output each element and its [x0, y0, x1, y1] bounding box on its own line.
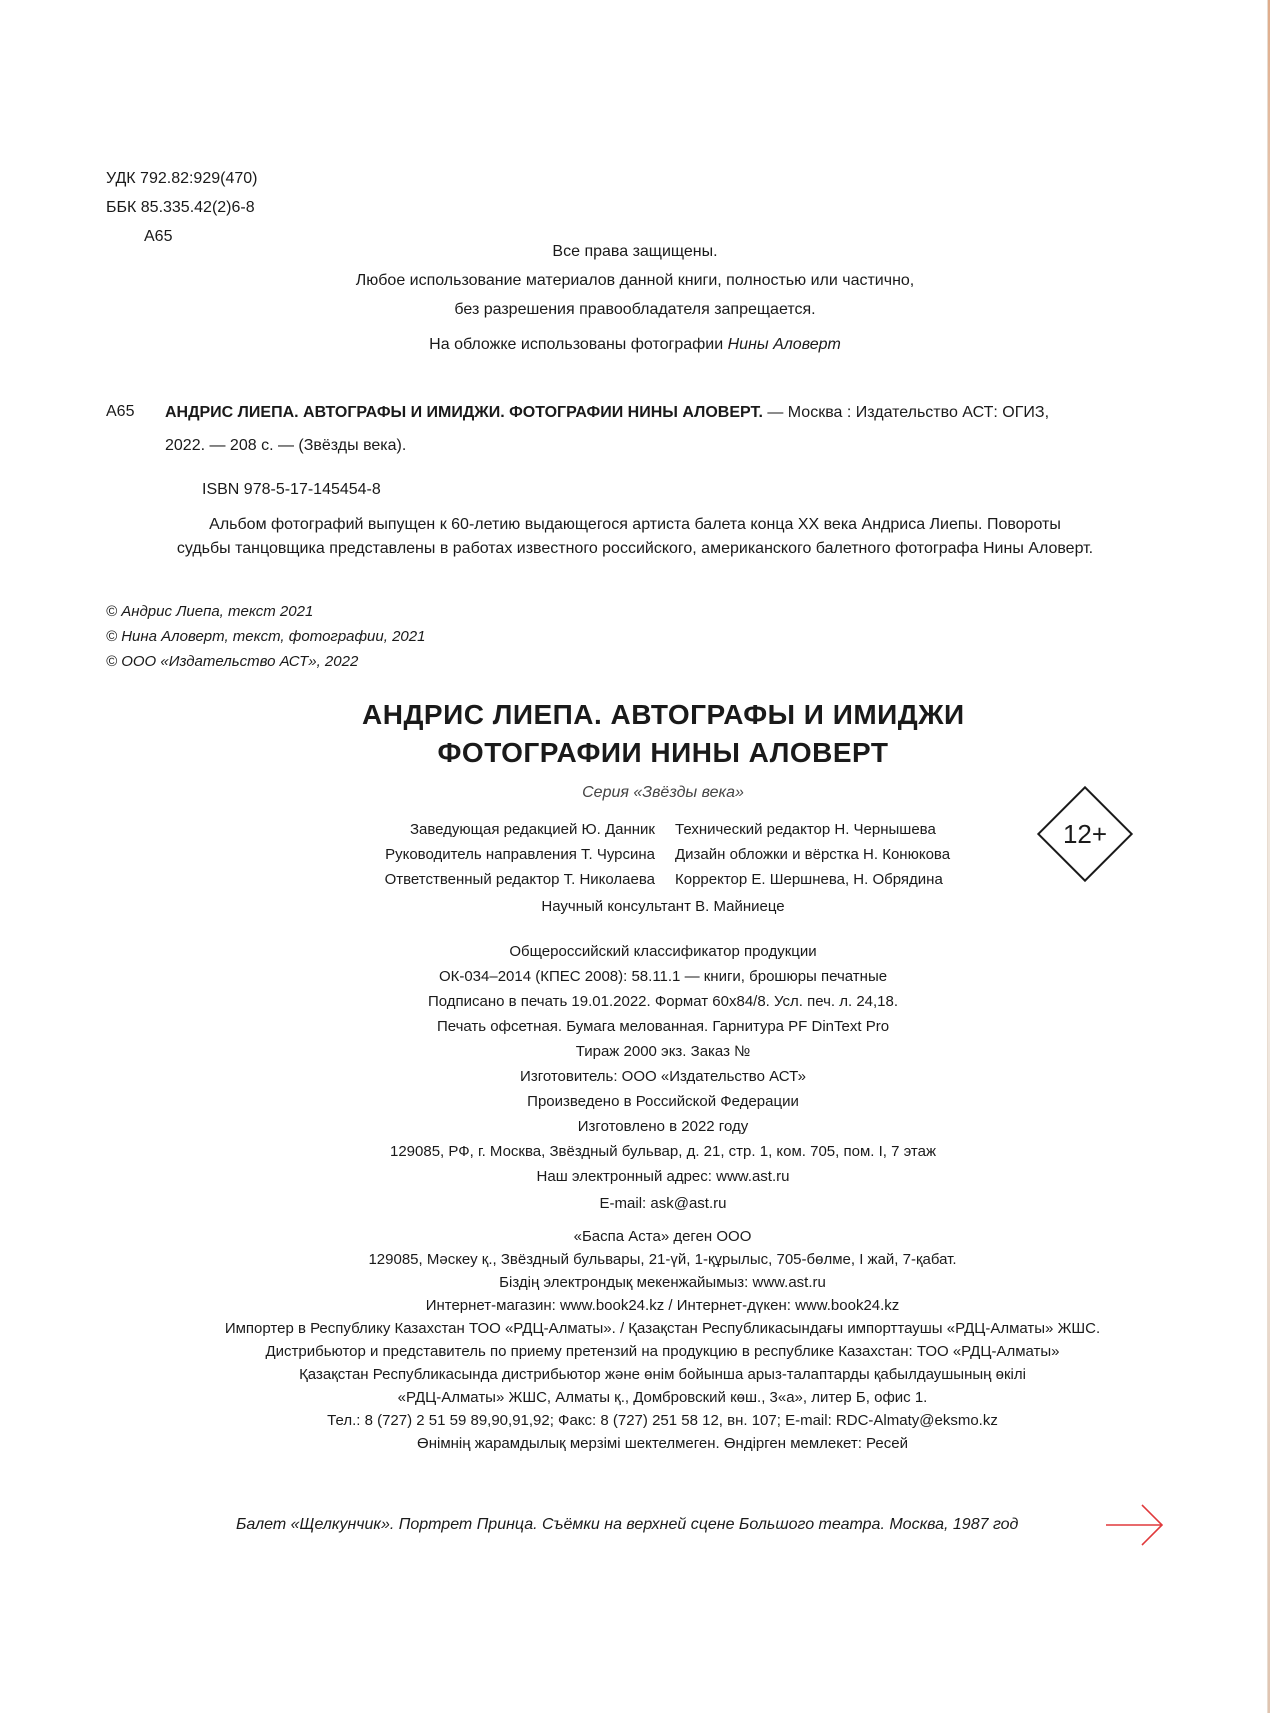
- book-title-line-1: АНДРИС ЛИЕПА. АВТОГРАФЫ И ИМИДЖИ: [362, 699, 965, 730]
- bbk-code: ББК 85.335.42(2)6-8: [106, 199, 255, 216]
- cover-photo-note: [0, 336, 1270, 354]
- kz-info-line: «РДЦ-Алматы» ЖШС, Алматы қ., Домбровский көш., 3«а», литер Б, офис 1.: [397, 1389, 928, 1406]
- copyright-line: © ООО «Издательство АСТ», 2022: [106, 653, 359, 670]
- print-info-line: Печать офсетная. Бумага мелованная. Гарнитура PF DinText Pro: [436, 1018, 890, 1035]
- bibliographic-title: АНДРИС ЛИЕПА. АВТОГРАФЫ И ИМИДЖИ. ФОТОГРАФИИ НИНЫ АЛОВЕРТ.: [165, 404, 763, 421]
- bibliographic-record-line-1: [165, 404, 1049, 422]
- kz-info-line: Тел.: 8 (727) 2 51 59 89,90,91,92; Факс: 8 (727) 251 58 12, вн. 107; E-mail: RDC-Almaty@eksmo.kz: [327, 1412, 998, 1429]
- credit-left: Руководитель направления Т. Чурсина: [385, 846, 655, 863]
- book-title-line-2: ФОТОГРАФИИ НИНЫ АЛОВЕРТ: [437, 737, 889, 768]
- print-info-line: Общероссийский классификатор продукции: [509, 943, 817, 960]
- credit-right: Корректор Е. Шершнева, Н. Обрядина: [675, 871, 943, 888]
- copyright-line: © Андрис Лиепа, текст 2021: [106, 603, 314, 620]
- print-info-line: Наш электронный адрес: www.ast.ru: [536, 1168, 790, 1185]
- print-info-line: Подписано в печать 19.01.2022. Формат 60x84/8. Усл. печ. л. 24,18.: [427, 993, 899, 1010]
- print-info-line: Изготовлено в 2022 году: [577, 1118, 749, 1135]
- photo-caption: Балет «Щелкунчик». Портрет Принца. Съёмки на верхней сцене Большого театра. Москва, 1987 год: [236, 1516, 1019, 1533]
- bibliographic-record-line-2: 2022. — 208 с. — (Звёзды века).: [165, 437, 407, 454]
- kz-info-line: Импортер в Республику Казахстан ТОО «РДЦ-Алматы». / Қазақстан Республикасындағы импорттаушы «РДЦ-Алматы» ЖШС.: [224, 1320, 1101, 1337]
- annotation-line-1: Альбом фотографий выпущен к 60-летию выдающегося артиста балета конца XX века Андриса Лиепы. Повороты: [209, 516, 1061, 533]
- copyright-line: © Нина Аловерт, текст, фотографии, 2021: [106, 628, 426, 645]
- credit-left: Ответственный редактор Т. Николаева: [384, 871, 655, 888]
- credit-left: Заведующая редакцией Ю. Данник: [409, 821, 655, 838]
- kz-info-line: Біздің электрондық мекенжайымыз: www.ast.ru: [499, 1274, 826, 1291]
- author-mark: А65: [144, 228, 173, 245]
- print-info-line: ОК-034–2014 (КПЕС 2008): 58.11.1 — книги, брошюры печатные: [438, 968, 888, 985]
- cover-photo-prefix: На обложке использованы фотографии: [429, 336, 728, 353]
- credit-right: Дизайн обложки и вёрстка Н. Конюкова: [675, 846, 951, 863]
- print-info-line: Изготовитель: ООО «Издательство АСТ»: [520, 1068, 806, 1085]
- rights-line-2: Любое использование материалов данной книги, полностью или частично,: [355, 272, 915, 289]
- rights-line-3: без разрешения правообладателя запрещается.: [454, 301, 816, 318]
- annotation-line-2: судьбы танцовщика представлены в работах известного российского, американского балетного фотографа Нины Аловерт.: [176, 540, 1094, 557]
- print-info-line: Тираж 2000 экз. Заказ №: [575, 1043, 751, 1060]
- kz-info-line: 129085, Мәскеу қ., Звёздный бульвары, 21-үй, 1-құрылыс, 705-бөлме, I жай, 7-қабат.: [368, 1251, 957, 1268]
- kz-info-line: «Баспа Аста» деген ООО: [573, 1228, 752, 1245]
- print-info-line: 129085, РФ, г. Москва, Звёздный бульвар, д. 21, стр. 1, ком. 705, пом. I, 7 этаж: [389, 1143, 937, 1160]
- rights-line-1: Все права защищены.: [552, 243, 718, 260]
- age-rating-label: 12+: [1062, 819, 1108, 849]
- age-rating-badge: [1036, 785, 1134, 883]
- udk-code: УДК 792.82:929(470): [106, 170, 258, 187]
- kz-info-line: Интернет-магазин: www.book24.kz / Интернет-дүкен: www.book24.kz: [425, 1297, 900, 1314]
- scientific-consultant: Научный консультант В. Майниеце: [541, 898, 785, 915]
- bibliographic-imprint: — Москва : Издательство АСТ: ОГИЗ,: [762, 404, 1050, 421]
- series-name: Серия «Звёзды века»: [582, 784, 744, 801]
- kz-info-line: Қазақстан Республикасында дистрибьютор және өнім бойынша арыз-талаптарды қабылдаушының өкілі: [299, 1366, 1026, 1383]
- isbn: ISBN 978-5-17-145454-8: [202, 481, 381, 498]
- bibliographic-mark: А65: [106, 403, 135, 420]
- cover-photo-author: Нины Аловерт: [727, 336, 841, 353]
- credit-right: Технический редактор Н. Чернышева: [675, 821, 936, 838]
- kz-info-line: Өнімнің жарамдылық мерзімі шектелмеген. Өндірген мемлекет: Ресей: [417, 1435, 908, 1452]
- print-info-line: Произведено в Российской Федерации: [527, 1093, 799, 1110]
- arrow-right-icon: [1104, 1503, 1166, 1547]
- kz-info-line: Дистрибьютор и представитель по приему претензий на продукцию в республике Казахстан: ТОО «РДЦ-Алматы»: [265, 1343, 1060, 1360]
- print-info-line: E-mail: ask@ast.ru: [599, 1195, 727, 1212]
